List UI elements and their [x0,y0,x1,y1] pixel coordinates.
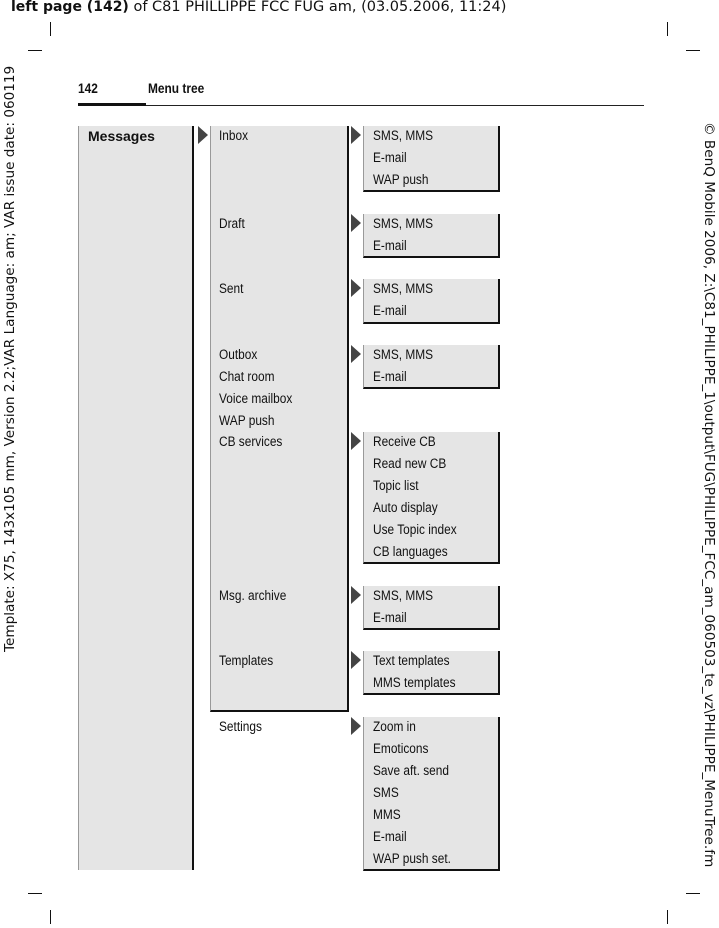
arrow-right-icon [351,586,361,604]
submenu-item: SMS, MMS [373,347,434,362]
arrow-right-icon [351,279,361,297]
submenu-item: Zoom in [373,719,416,734]
crop-mark [28,50,42,51]
menu-item-wap-push: WAP push [219,413,275,428]
submenu-item: Auto display [373,500,438,515]
header-rule [78,105,644,106]
arrow-right-icon [198,126,208,144]
submenu-item: SMS, MMS [373,216,434,231]
submenu-item: E-mail [373,238,407,253]
submenu-item: Receive CB [373,434,436,449]
arrow-right-icon [351,214,361,232]
template-info [0,0,24,928]
submenu-item: Emoticons [373,741,429,756]
menu-item-inbox: Inbox [219,128,249,143]
submenu-item: SMS [373,785,399,800]
submenu-item: CB languages [373,544,448,559]
print-header [11,0,506,15]
crop-mark [28,893,42,894]
menu-level-1 [78,126,193,870]
menu-item-msg-archive: Msg. archive [219,588,287,603]
arrow-right-icon [351,717,361,735]
submenu-item: E-mail [373,829,407,844]
arrow-right-icon [351,432,361,450]
crop-mark [667,22,668,36]
crop-mark [50,22,51,36]
template-info-text: Template: X75, 143x105 mm, Version 2.2;VAR Language: am; VAR issue date: 060119 [2,65,18,652]
menu-item-draft: Draft [219,216,245,231]
submenu-cb-services [363,432,500,564]
submenu-item: SMS, MMS [373,588,434,603]
submenu-item: E-mail [373,150,407,165]
print-header-info: of C81 PHILLIPPE FCC FUG am, (03.05.2006, 11:24) [128,0,507,15]
submenu-inbox [363,126,500,192]
submenu-item: Use Topic index [373,522,457,537]
submenu-msg-archive [363,586,500,630]
menu-item-voice-mailbox: Voice mailbox [219,391,293,406]
submenu-sent [363,279,500,324]
menu-item-sent: Sent [219,281,244,296]
submenu-item: Text templates [373,653,450,668]
submenu-outbox [363,345,500,389]
submenu-draft [363,214,500,258]
submenu-item: Read new CB [373,456,447,471]
submenu-item: E-mail [373,369,407,384]
submenu-item: MMS [373,807,401,822]
arrow-right-icon [351,345,361,363]
submenu-item: E-mail [373,303,407,318]
submenu-item: SMS, MMS [373,281,434,296]
crop-mark [667,910,668,924]
menu-item-templates: Templates [219,653,274,668]
submenu-item: WAP push set. [373,851,451,866]
submenu-templates [363,651,500,695]
submenu-item: E-mail [373,610,407,625]
menu-level-1-edge [192,126,194,870]
page-number: 142 [78,80,98,96]
arrow-right-icon [351,126,361,144]
menu-item-chat-room: Chat room [219,369,275,384]
arrow-right-icon [351,651,361,669]
menu-root-messages: Messages [88,128,155,144]
submenu-item: SMS, MMS [373,128,434,143]
menu-item-settings: Settings [219,719,262,734]
menu-item-cb-services: CB services [219,434,283,449]
submenu-item: Topic list [373,478,419,493]
submenu-item: Save aft. send [373,763,449,778]
submenu-settings [363,717,500,871]
crop-mark [686,50,700,51]
header-rule-accent [78,103,146,106]
menu-item-outbox: Outbox [219,347,258,362]
submenu-item: MMS templates [373,675,456,690]
submenu-item: WAP push [373,172,429,187]
crop-mark [50,910,51,924]
crop-mark [686,893,700,894]
copyright-info-text: © BenQ Mobile 2006, Z:\C81_PHILIPPE_1\output\FUG\PHILIPPE_FCC_am_060503_te_vz\PHILIPPE_MenuTree.fm [701,122,717,868]
page-title: Menu tree [148,80,205,96]
print-header-page: left page (142) [11,0,129,15]
